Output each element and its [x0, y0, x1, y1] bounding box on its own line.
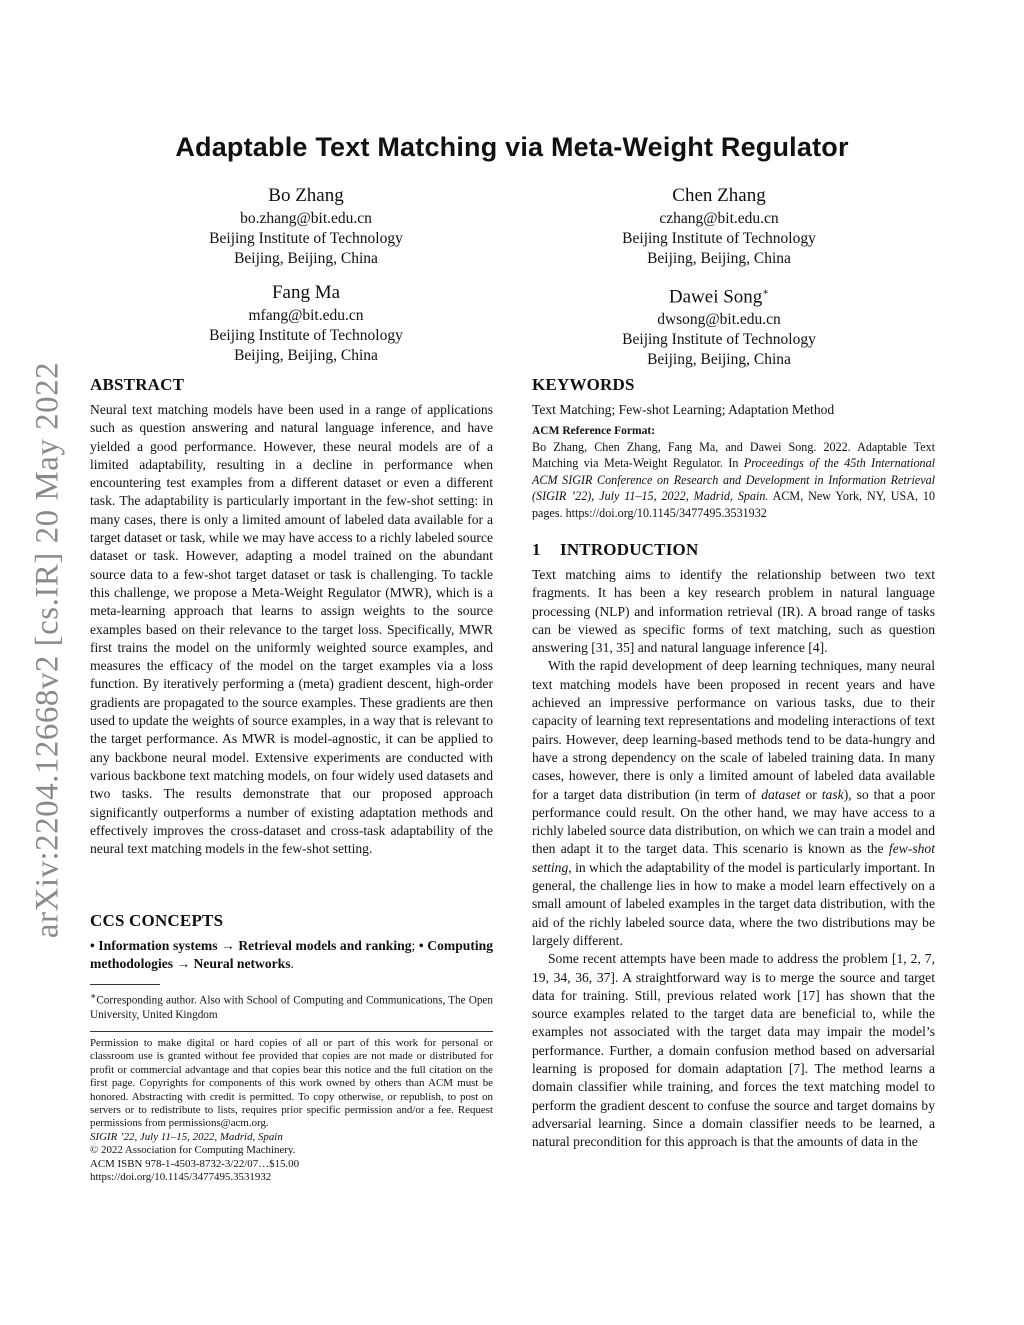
footnote: [90, 990, 493, 1023]
intro-paragraph: Text matching aims to identify the relationship between two text fragments. It has been a key research problem in natural language processing (NLP) and information retrieval (IR). A broad range of tasks can be viewed as specific forms of text matching, such as question answering [31, 35] and natural language inference [4].: [532, 567, 935, 656]
introduction-heading: [532, 540, 935, 560]
section-title: INTRODUCTION: [560, 540, 699, 559]
reference-format-label: ACM Reference Format:: [532, 425, 656, 437]
emphasis: dataset: [761, 786, 801, 802]
author-location: Beijing, Beijing, China: [647, 250, 791, 267]
bullet: •: [90, 938, 95, 953]
ref-authors: Bo Zhang, Chen Zhang, Fang Ma, and Dawei Song. 2022. Adaptable Text Matching via Meta-Weight Regulator. In: [532, 440, 935, 471]
author-block: [146, 280, 466, 366]
arxiv-sidebar-stamp: [28, 350, 68, 950]
left-column: [90, 375, 493, 858]
author-name: Fang Ma: [271, 282, 341, 303]
author-affiliation: Beijing Institute of Technology: [209, 230, 403, 247]
ccs-term: Neural networks: [193, 956, 291, 972]
venue: SIGIR ’22, July 11–15, 2022, Madrid, Spain: [90, 1130, 283, 1143]
footnote-section: [90, 984, 493, 1023]
footnote-text: Corresponding author. Also with School of Computing and Communications, The Open University, United Kingdom: [90, 994, 493, 1022]
text-run: , in which the adaptability of the model is particularly important. In general, the challenge lies in how to make a model learn effectively on a small amount of labeled examples in the target data distribution, with the aid of the richly labeled source data, where the two distributions may be largely different.: [532, 859, 935, 948]
permission-block: [90, 1031, 493, 1184]
paper-title: Adaptable Text Matching via Meta-Weight Regulator: [175, 132, 849, 162]
author-block: [559, 280, 879, 370]
period: .: [290, 956, 294, 972]
text-run: or: [800, 786, 822, 802]
keywords-heading: KEYWORDS: [532, 375, 635, 394]
arrow: →: [221, 938, 235, 953]
copyright: © 2022 Association for Computing Machinery.: [90, 1144, 296, 1157]
ccs-term: Information systems: [98, 938, 218, 953]
author-email: dwsong@bit.edu.cn: [657, 311, 781, 329]
ccs-term: Computing methodologies: [90, 938, 493, 972]
author-block: [559, 183, 879, 269]
introduction-section: [532, 540, 935, 1152]
ccs-concepts: [90, 937, 493, 974]
bullet: •: [418, 938, 424, 953]
text-run: With the rapid development of deep learning techniques, many neural text matching models have been proposed in recent years and have achieved an impressive performance on various tasks, due to their capacity of learning text representations and modeling interactions of text pairs. However, deep learning-based methods tend to be data-hungry and have a strong dependency on the scale of labeled training data. In many cases, however, there is only a limited amount of labeled data available for a target data distribution (in term of: [532, 658, 935, 802]
doi: https://doi.org/10.1145/3477495.3531932: [90, 1171, 272, 1184]
intro-paragraph: [532, 657, 935, 950]
reference-format: [532, 425, 935, 521]
keywords-section: [532, 375, 935, 419]
intro-paragraph: Some recent attempts have been made to address the problem [1, 2, 7, 19, 34, 36, 37]. A straightforward way is to merge the source and target data for training. Still, previous related work [17] has shown that the source examples related to the target data are beneficial to, while the examples not associated with the target data may impair the model’s performance. Further, a domain confusion method based on adversarial learning is proposed for domain adaptation [7]. The method learns a domain classifier while training, and forces the text matching model to perform the gradient descent to confuse the source and target domains by adversarial learning. Since a domain classifier needs to be learned, a natural precondition for this approach is that the amounts of data in the: [532, 951, 935, 1150]
author-block: [146, 183, 466, 269]
permission-rule: [90, 1031, 493, 1032]
text-run: ), so that a poor performance could result. On the other hand, we may have access to a richly labeled source data distribution, on which we can train a model and then adapt it to the target data. This scenario is known as the: [532, 786, 935, 857]
author-email: czhang@bit.edu.cn: [659, 210, 779, 227]
abstract-text: Neural text matching models have been used in a range of applications such as question answering and natural language inference, and have yielded a good performance. However, these neural models are of a limited adaptability, resulting in a decline in performance when encountering test examples from a different dataset or even a different task. The adaptability is particularly important in the few-shot setting: in many cases, there is only a limited amount of labeled data available for a target dataset or task, while we may have access to a richly labeled source dataset or task. However, adapting a model trained on the abundant source data to a few-shot target dataset or task is challenging. To tackle this challenge, we propose a Meta-Weight Regulator (MWR), which is a meta-learning approach that learns to assign weights to the source examples based on their relevance to the target loss. Specifically, MWR first trains the model on the uniformly weighted source examples, and measures the efficacy of the model on the target examples via a loss function. By iteratively performing a (meta) gradient descent, high-order gradients are propagated to the source examples. These gradients are then used to update the weights of source examples, in a way that is relevant to the target performance. As MWR is model-agnostic, it can be applied to any backbone neural model. Extensive experiments are conducted with various backbone text matching models, on four widely used datasets and two tasks. The results demonstrate that our proposed approach significantly outperforms a number of existing adaptation methods and effectively improves the cross-dataset and cross-task adaptability of the neural text matching models in the few-shot setting.: [90, 402, 493, 857]
abstract-heading: ABSTRACT: [90, 375, 185, 394]
footnote-mark: ∗: [90, 992, 97, 1002]
footnote-rule: [90, 984, 160, 985]
arxiv-identifier: arXiv:2204.12668v2 [cs.IR] 20 May 2022: [29, 361, 66, 939]
emphasis: task: [821, 786, 844, 802]
isbn: ACM ISBN 978-1-4503-8732-3/22/07…$15.00: [90, 1157, 300, 1170]
reference-format-text: [532, 439, 935, 521]
ccs-term: Retrieval models and ranking: [238, 938, 412, 953]
ccs-section: [90, 911, 493, 974]
author-name-line: [559, 280, 879, 310]
author-name: Dawei Song: [668, 286, 763, 308]
author-location: Beijing, Beijing, China: [234, 347, 378, 364]
keywords-text: Text Matching; Few-shot Learning; Adaptation Method: [532, 402, 835, 417]
author-name: Chen Zhang: [672, 185, 766, 206]
author-name: Bo Zhang: [268, 185, 344, 206]
ref-proceedings: Proceedings of the 45th International ACM SIGIR Conference on Research and Development in Information Retrieval (SIGIR ’22), July 11–15, 2022, Madrid, Spain.: [532, 456, 935, 504]
author-location: Beijing, Beijing, China: [647, 351, 791, 369]
author-affiliation: Beijing Institute of Technology: [209, 327, 403, 344]
separator: ;: [411, 938, 416, 953]
author-location: Beijing, Beijing, China: [234, 250, 378, 267]
arrow: →: [176, 956, 191, 972]
author-affiliation: Beijing Institute of Technology: [622, 230, 816, 247]
section-number: 1: [532, 540, 541, 559]
ref-tail: ACM, New York, NY, USA, 10 pages. https://doi.org/10.1145/3477495.3531932: [532, 489, 935, 520]
corresponding-mark: ∗: [762, 287, 770, 298]
author-email: bo.zhang@bit.edu.cn: [240, 210, 372, 227]
emphasis: few-shot setting: [532, 841, 935, 875]
ccs-heading: CCS CONCEPTS: [90, 911, 224, 930]
author-affiliation: Beijing Institute of Technology: [622, 331, 816, 349]
permission-text: Permission to make digital or hard copies of all or part of this work for personal or classroom use is granted without fee provided that copies are not made or distributed for profit or commercial advantage and that copies bear this notice and the full citation on the first page. Copyrights for components of this work owned by others than ACM must be honored. Abstracting with credit is permitted. To copy otherwise, or republish, to post on servers or to redistribute to lists, requires prior specific permission and/or a fee. Request permissions from permissions@acm.org.: [90, 1037, 493, 1130]
author-email: mfang@bit.edu.cn: [248, 307, 364, 324]
